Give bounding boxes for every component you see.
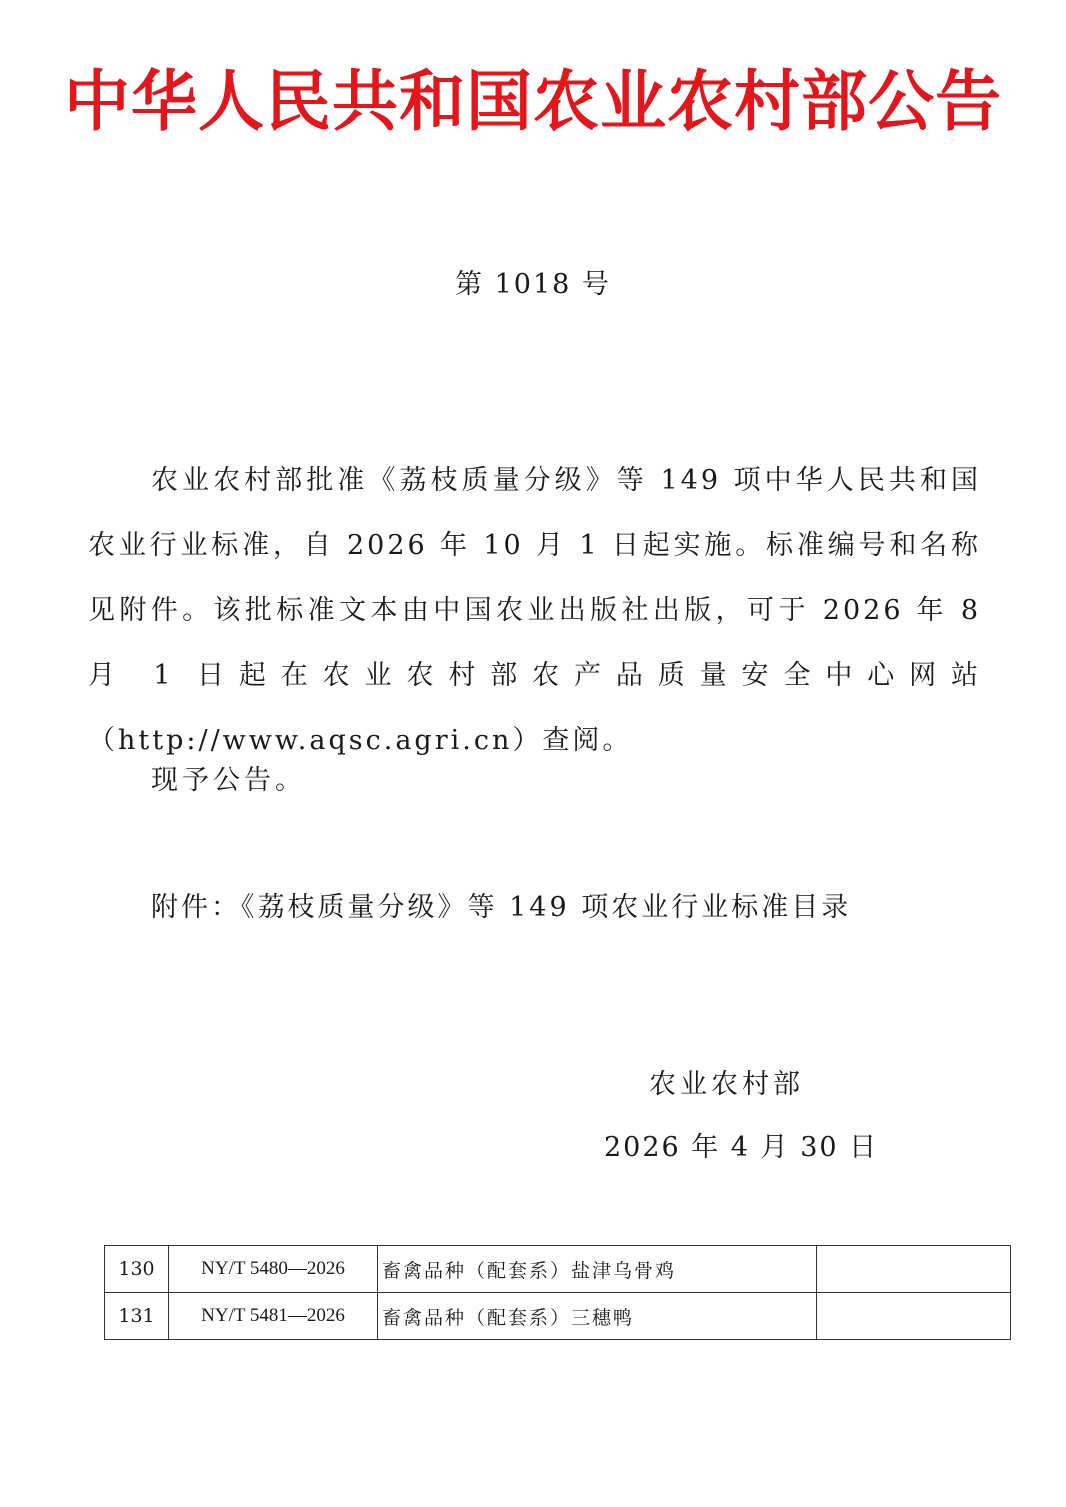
announcement-paragraph: 农业农村部批准《荔枝质量分级》等 149 项中华人民共和国农业行业标准，自 2026 年 10 月 1 日起实施。标准编号和名称见附件。该批标准文本由中国农业出版社出版，可于 2026 年 8 月 1 日起在农业农村部农产品质量安全中心网站（http://www.aqsc.agri.cn）查阅。 bbox=[88, 465, 981, 756]
standards-table bbox=[104, 1245, 1011, 1340]
standard-name: 畜禽品种（配套系）盐津乌骨鸡 bbox=[378, 1246, 817, 1293]
standard-code: NY/T 5481—2026 bbox=[169, 1293, 378, 1340]
row-number: 131 bbox=[105, 1293, 169, 1340]
standard-code: NY/T 5480—2026 bbox=[169, 1246, 378, 1293]
replaces-cell bbox=[817, 1246, 1011, 1293]
page-title: 中华人民共和国农业农村部公告 bbox=[64, 63, 1002, 140]
issue-date: 2026 年 4 月 30 日 bbox=[604, 1132, 879, 1163]
attachment-line: 附件：《荔枝质量分级》等 149 项农业行业标准目录 bbox=[151, 892, 852, 923]
announce-line: 现予公告。 bbox=[151, 765, 306, 796]
row-number: 130 bbox=[105, 1246, 169, 1293]
standard-name: 畜禽品种（配套系）三穗鸭 bbox=[378, 1293, 817, 1340]
document-number: 第 1018 号 bbox=[455, 269, 611, 300]
table-row bbox=[105, 1246, 1011, 1293]
replaces-cell bbox=[817, 1293, 1011, 1340]
issuer-signature: 农业农村部 bbox=[649, 1069, 804, 1100]
table-row bbox=[105, 1293, 1011, 1340]
